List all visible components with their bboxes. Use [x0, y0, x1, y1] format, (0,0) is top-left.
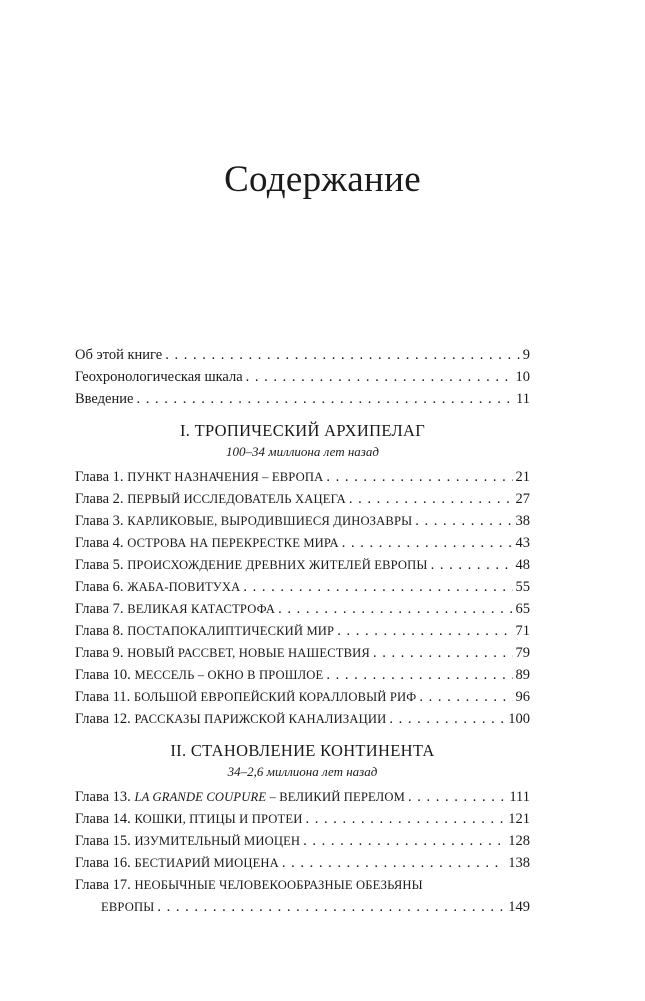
toc-chapter-17[interactable]	[75, 874, 530, 896]
toc-page-number: 27	[515, 491, 530, 507]
dot-leader	[165, 344, 520, 366]
toc-entry-label	[75, 642, 370, 664]
chapter-title: ИЗУМИТЕЛЬНЫЙ МИОЦЕН	[134, 834, 301, 848]
chapter-prefix: Глава 8.	[75, 623, 124, 639]
toc-entry-label: Введение	[75, 391, 134, 407]
toc-entry-label	[75, 874, 423, 896]
chapter-title-italic: LA GRANDE COUPURE	[134, 790, 267, 804]
dot-leader	[278, 598, 512, 620]
chapter-title: ОСТРОВА НА ПЕРЕКРЕСТКЕ МИРА	[127, 536, 339, 550]
toc-chapter-14[interactable]	[75, 808, 530, 830]
toc-page-number: 11	[516, 391, 530, 407]
toc-chapter-16[interactable]	[75, 852, 530, 874]
dot-leader	[326, 466, 512, 488]
dot-leader	[431, 554, 513, 576]
chapter-title: КАРЛИКОВЫЕ, ВЫРОДИВШИЕСЯ ДИНОЗАВРЫ	[127, 514, 413, 528]
toc-page-number: 128	[508, 833, 530, 849]
chapter-prefix: Глава 6.	[75, 579, 124, 595]
part-1-chapters	[75, 466, 530, 730]
chapter-title: ПОСТАПОКАЛИПТИЧЕСКИЙ МИР	[127, 624, 335, 638]
dot-leader	[326, 664, 512, 686]
toc-entry-introduction[interactable]	[75, 388, 530, 410]
chapter-title: НЕОБЫЧНЫЕ ЧЕЛОВЕКООБРАЗНЫЕ ОБЕЗЬЯНЫ	[134, 878, 423, 892]
toc-chapter-9[interactable]	[75, 642, 530, 664]
chapter-title: РАССКАЗЫ ПАРИЖСКОЙ КАНАЛИЗАЦИИ	[134, 712, 387, 726]
chapter-title: НОВЫЙ РАССВЕТ, НОВЫЕ НАШЕСТВИЯ	[127, 646, 370, 660]
chapter-title: ПРОИСХОЖДЕНИЕ ДРЕВНИХ ЖИТЕЛЕЙ ЕВРОПЫ	[127, 558, 428, 572]
dot-leader	[419, 686, 512, 708]
toc-entry-about[interactable]	[75, 344, 530, 366]
toc-page-number: 9	[522, 347, 530, 363]
chapter-prefix: Глава 17.	[75, 877, 131, 893]
chapter-prefix: Глава 3.	[75, 513, 124, 529]
part-subtitle: 100–34 миллиона лет назад	[226, 444, 379, 459]
chapter-prefix: Глава 2.	[75, 491, 124, 507]
chapter-title: ВЕЛИКАЯ КАТАСТРОФА	[127, 602, 276, 616]
toc-entry-label	[75, 830, 300, 852]
toc-entry-label	[75, 510, 412, 532]
toc-page-number: 55	[515, 579, 530, 595]
chapter-prefix: Глава 1.	[75, 469, 124, 485]
toc-chapter-2[interactable]	[75, 488, 530, 510]
chapter-title: – ВЕЛИКИЙ ПЕРЕЛОМ	[266, 790, 405, 804]
chapter-prefix: Глава 13.	[75, 789, 131, 805]
toc-page-number: 121	[508, 811, 530, 827]
chapter-prefix: Глава 10.	[75, 667, 131, 683]
chapter-title: БЕСТИАРИЙ МИОЦЕНА	[134, 856, 279, 870]
toc-entry-label: Геохронологическая шкала	[75, 369, 243, 385]
part-subtitle: 34–2,6 миллиона лет назад	[227, 764, 378, 779]
toc-page-number: 149	[508, 899, 530, 915]
part-header-1	[75, 420, 530, 462]
toc-entry-label	[75, 852, 279, 874]
dot-leader	[373, 642, 513, 664]
dot-leader	[303, 830, 505, 852]
chapter-title: МЕССЕЛЬ – ОКНО В ПРОШЛОЕ	[134, 668, 324, 682]
toc-chapter-15[interactable]	[75, 830, 530, 852]
toc-chapter-6[interactable]	[75, 576, 530, 598]
part-2-chapters	[75, 786, 530, 918]
toc-chapter-3[interactable]	[75, 510, 530, 532]
toc-chapter-5[interactable]	[75, 554, 530, 576]
dot-leader	[342, 532, 513, 554]
toc-chapter-8[interactable]	[75, 620, 530, 642]
toc-page-number: 89	[515, 667, 530, 683]
chapter-title: КОШКИ, ПТИЦЫ И ПРОТЕИ	[134, 812, 303, 826]
dot-leader	[282, 852, 505, 874]
dot-leader	[408, 786, 506, 808]
toc-page-number: 43	[515, 535, 530, 551]
dot-leader	[337, 620, 512, 642]
toc-entry-label	[75, 664, 323, 686]
toc-chapter-4[interactable]	[75, 532, 530, 554]
toc-chapter-10[interactable]	[75, 664, 530, 686]
toc-entry-label	[75, 686, 416, 708]
dot-leader	[246, 366, 513, 388]
dot-leader	[157, 896, 505, 918]
chapter-prefix: Глава 14.	[75, 811, 131, 827]
toc-chapter-1[interactable]	[75, 466, 530, 488]
chapter-prefix: Глава 7.	[75, 601, 124, 617]
chapter-prefix: Глава 11.	[75, 689, 131, 705]
toc-entry-label	[75, 488, 346, 510]
chapter-title: ЖАБА-ПОВИТУХА	[127, 580, 241, 594]
toc-entry-label: Об этой книге	[75, 347, 163, 363]
toc-chapter-17-continued[interactable]	[75, 896, 530, 918]
toc-chapter-13[interactable]	[75, 786, 530, 808]
toc-entry-geochronology[interactable]	[75, 366, 530, 388]
dot-leader	[305, 808, 505, 830]
chapter-title: БОЛЬШОЙ ЕВРОПЕЙСКИЙ КОРАЛЛОВЫЙ РИФ	[133, 690, 417, 704]
toc-page-number: 138	[508, 855, 530, 871]
chapter-prefix: Глава 5.	[75, 557, 124, 573]
toc-entry-label	[75, 598, 275, 620]
toc-page-number: 100	[508, 711, 530, 727]
toc-entry-label	[75, 708, 386, 730]
toc-page-number: 65	[515, 601, 530, 617]
toc-page-number: 111	[509, 789, 530, 805]
toc-entry-label	[75, 554, 428, 576]
dot-leader	[136, 388, 513, 410]
toc-chapter-11[interactable]	[75, 686, 530, 708]
part-header-2	[75, 740, 530, 782]
toc-entry-label	[75, 620, 334, 642]
chapter-prefix: Глава 12.	[75, 711, 131, 727]
chapter-prefix: Глава 4.	[75, 535, 124, 551]
chapter-title-continued: ЕВРОПЫ	[101, 900, 155, 914]
chapter-prefix: Глава 15.	[75, 833, 131, 849]
chapter-title: ПЕРВЫЙ ИССЛЕДОВАТЕЛЬ ХАЦЕГА	[127, 492, 346, 506]
toc-entry-label	[75, 786, 405, 808]
chapter-prefix: Глава 9.	[75, 645, 124, 661]
toc-entry-label	[75, 532, 339, 554]
toc-page-number: 21	[515, 469, 530, 485]
toc-page-number: 38	[515, 513, 530, 529]
table-of-contents	[75, 344, 530, 918]
dot-leader	[349, 488, 513, 510]
page-title: Содержание	[224, 159, 421, 200]
toc-chapter-12[interactable]	[75, 708, 530, 730]
chapter-prefix: Глава 16.	[75, 855, 131, 871]
toc-page-number: 71	[515, 623, 530, 639]
toc-entry-label	[75, 576, 240, 598]
part-title: I. ТРОПИЧЕСКИЙ АРХИПЕЛАГ	[179, 421, 426, 440]
part-title: II. СТАНОВЛЕНИЕ КОНТИНЕНТА	[170, 741, 435, 760]
toc-chapter-7[interactable]	[75, 598, 530, 620]
toc-page-number: 10	[515, 369, 530, 385]
dot-leader	[389, 708, 505, 730]
toc-entry-label	[75, 466, 323, 488]
toc-page-number: 79	[515, 645, 530, 661]
toc-page-number: 48	[515, 557, 530, 573]
toc-page-number: 96	[515, 689, 530, 705]
toc-entry-label	[75, 808, 302, 830]
dot-leader	[243, 576, 512, 598]
chapter-title: ПУНКТ НАЗНАЧЕНИЯ – ЕВРОПА	[127, 470, 324, 484]
dot-leader	[415, 510, 512, 532]
